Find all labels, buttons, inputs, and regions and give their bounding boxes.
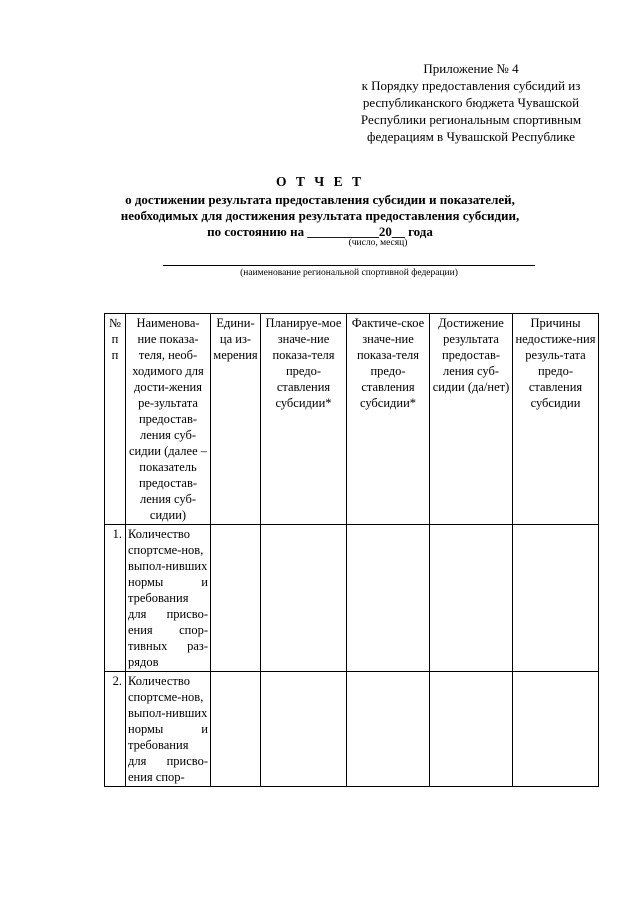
row-reasons-cell [513,672,599,787]
row-planned-cell [261,672,347,787]
row-reasons-cell [513,525,599,672]
appendix-block [340,60,602,145]
appendix-line: федерациям в Чувашской Республике [367,129,575,144]
appendix-line: республиканского бюджета Чувашской [362,95,580,110]
appendix-line: к Порядку предоставления субсидий из [361,78,581,93]
header-number: № п п [105,314,126,525]
row-actual-cell [347,525,430,672]
table-header-row [105,314,599,525]
report-subtitle [0,192,640,240]
report-table [104,313,599,787]
report-subtitle-line: по состоянию на ___________20__ года [207,224,433,239]
report-subtitle-line: о достижении результата предоставления субсидии и показателей, [125,192,515,207]
row-achievement-cell [430,672,513,787]
row-number: 1. [105,525,126,672]
row-unit-cell [211,525,261,672]
federation-name-line [163,265,535,266]
row-achievement-cell [430,525,513,672]
table-row [105,525,599,672]
header-reasons: Причины недостиже-ния резуль-тата предо-ставления субсидии [513,314,599,525]
report-subtitle-line: необходимых для достижения результата предоставления субсидии, [120,208,520,223]
table-row [105,672,599,787]
date-hint: (число, месяц) [348,238,408,248]
row-unit-cell [211,672,261,787]
header-actual: Фактиче-ское значе-ние показа-теля предо-ставления субсидии* [347,314,430,525]
row-indicator: Количество спортсме-нов, выпол-нивших нормы и требования для присво-ения спор- [126,672,211,787]
row-number: 2. [105,672,126,787]
header-indicator: Наименова-ние показа-теля, необ-ходимого для дости-жения ре-зультата предостав-ления суб-сидии (далее – показатель предостав-ления суб-сидии) [126,314,211,525]
report-title: О Т Ч Е Т [276,174,364,189]
header-unit: Едини-ца из-мерения [211,314,261,525]
appendix-line: Республики региональным спортивным [360,112,582,127]
row-indicator: Количество спортсме-нов, выпол-нивших нормы и требования для присво-ения спор-тивных раз-рядов [126,525,211,672]
header-planned: Планируе-мое значе-ние показа-теля предо-ставления субсидии* [261,314,347,525]
header-achievement: Достижение результата предостав-ления суб-сидии (да/нет) [430,314,513,525]
row-planned-cell [261,525,347,672]
appendix-line: Приложение № 4 [423,61,519,76]
federation-hint: (наименование региональной спортивной федерации) [240,268,458,278]
row-actual-cell [347,672,430,787]
